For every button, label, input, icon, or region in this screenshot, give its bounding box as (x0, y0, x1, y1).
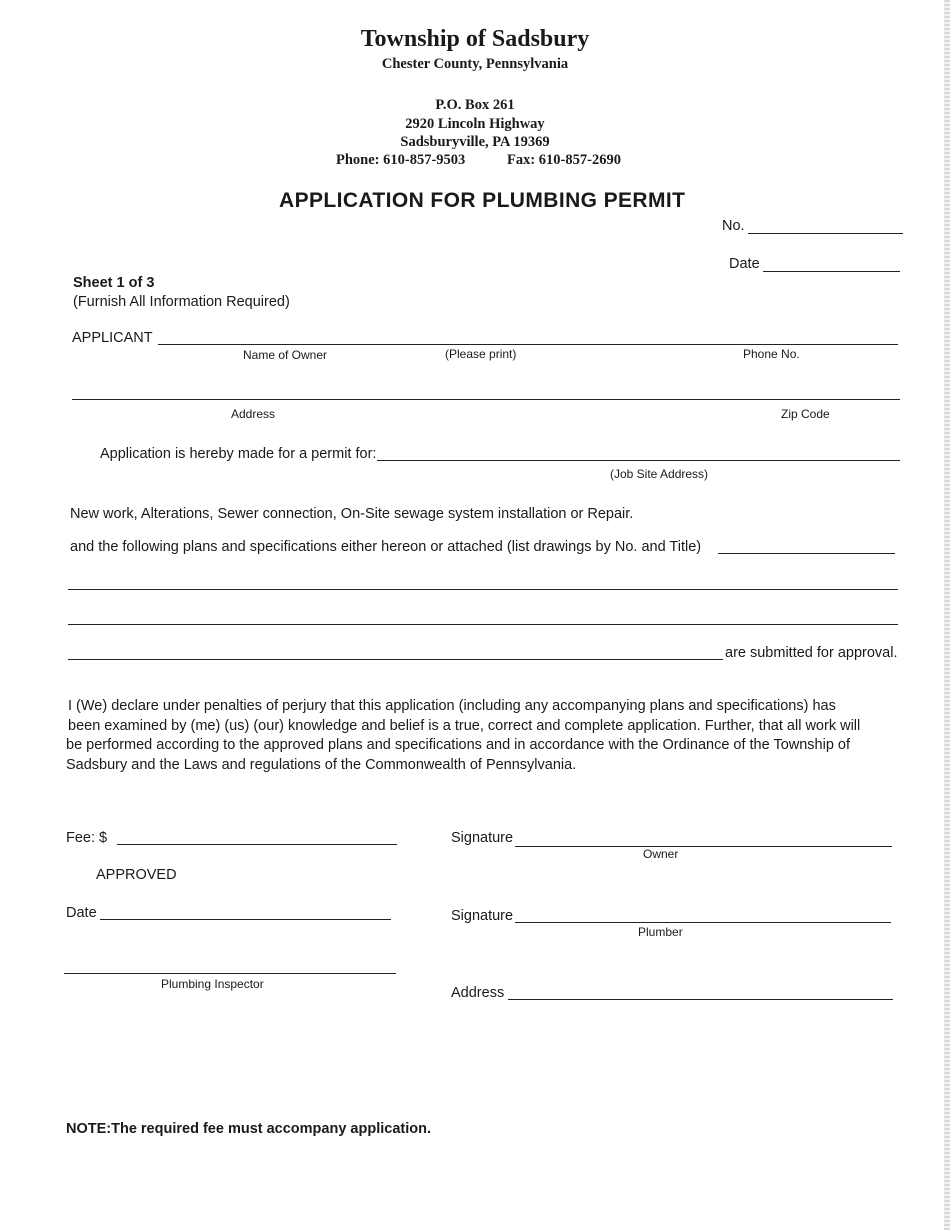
fee-label: Fee: $ (66, 830, 108, 846)
plans-text: and the following plans and specifications either hereon or attached (list drawings by No. and Title) (70, 539, 702, 555)
no-label: No. (722, 218, 745, 234)
sheet-number: Sheet 1 of 3 (73, 275, 155, 291)
po-box: P.O. Box 261 (435, 97, 515, 113)
fax-number: Fax: 610-857-2690 (507, 152, 621, 168)
owner-caption: Owner (643, 847, 679, 861)
job-site-field[interactable] (377, 460, 900, 461)
county-line: Chester County, Pennsylvania (381, 56, 569, 72)
plans-field-4[interactable] (68, 659, 723, 660)
plumber-caption: Plumber (638, 925, 683, 939)
date2-field[interactable] (100, 919, 391, 920)
approved-label: APPROVED (96, 867, 177, 883)
name-of-owner-caption: Name of Owner (243, 348, 328, 362)
city-line: Sadsburyville, PA 19369 (400, 134, 550, 150)
phone-number: Phone: 610-857-9503 (336, 152, 466, 168)
plans-field-1[interactable] (718, 553, 895, 554)
address2-label: Address (451, 985, 505, 1001)
zip-code-caption: Zip Code (781, 407, 830, 421)
please-print-caption: (Please print) (445, 347, 517, 361)
declaration-line-3: be performed according to the approved plans and specifications and in accordance with the Ordinance of the Township of (66, 737, 851, 753)
signature-owner-field[interactable] (515, 846, 892, 847)
furnish-note: (Furnish All Information Required) (73, 294, 290, 310)
declaration-line-4: Sadsbury and the Laws and regulations of the Commonwealth of Pennsylvania. (66, 757, 577, 773)
fee-field[interactable] (117, 844, 397, 845)
submitted-text: are submitted for approval. (725, 645, 898, 661)
inspector-signature-field[interactable] (64, 973, 396, 974)
permit-for-label: Application is hereby made for a permit for: (100, 446, 377, 462)
work-types-text: New work, Alterations, Sewer connection, On-Site sewage system installation or Repair. (70, 506, 634, 522)
plans-field-3[interactable] (68, 624, 898, 625)
note-line (66, 1121, 431, 1137)
township-title: Township of Sadsbury (360, 26, 590, 52)
phone-no-caption: Phone No. (743, 347, 800, 361)
street-address: 2920 Lincoln Highway (405, 116, 545, 132)
signature-plumber-label: Signature (451, 908, 514, 924)
date-label: Date (729, 256, 760, 272)
signature-owner-label: Signature (451, 830, 514, 846)
scan-edge (944, 0, 950, 1230)
form-heading: APPLICATION FOR PLUMBING PERMIT (279, 189, 686, 212)
no-field[interactable] (748, 233, 903, 234)
plans-field-2[interactable] (68, 589, 898, 590)
note-text: The required fee must accompany application. (111, 1121, 431, 1137)
applicant-field[interactable] (158, 344, 898, 345)
address-field[interactable] (72, 399, 900, 400)
address-caption: Address (231, 407, 276, 421)
declaration-line-1: I (We) declare under penalties of perjury that this application (including any accompanying plans and specifications) has (68, 698, 836, 714)
address2-field[interactable] (508, 999, 893, 1000)
declaration-line-2: been examined by (me) (us) (our) knowledge and belief is a true, correct and complete application. Further, that all work will (68, 718, 861, 734)
job-site-caption: (Job Site Address) (610, 467, 709, 481)
applicant-label: APPLICANT (72, 330, 153, 346)
date2-label: Date (66, 905, 97, 921)
signature-plumber-field[interactable] (515, 922, 891, 923)
date-field[interactable] (763, 271, 900, 272)
note-label: NOTE: (66, 1121, 112, 1137)
plumbing-inspector-caption: Plumbing Inspector (161, 977, 264, 991)
